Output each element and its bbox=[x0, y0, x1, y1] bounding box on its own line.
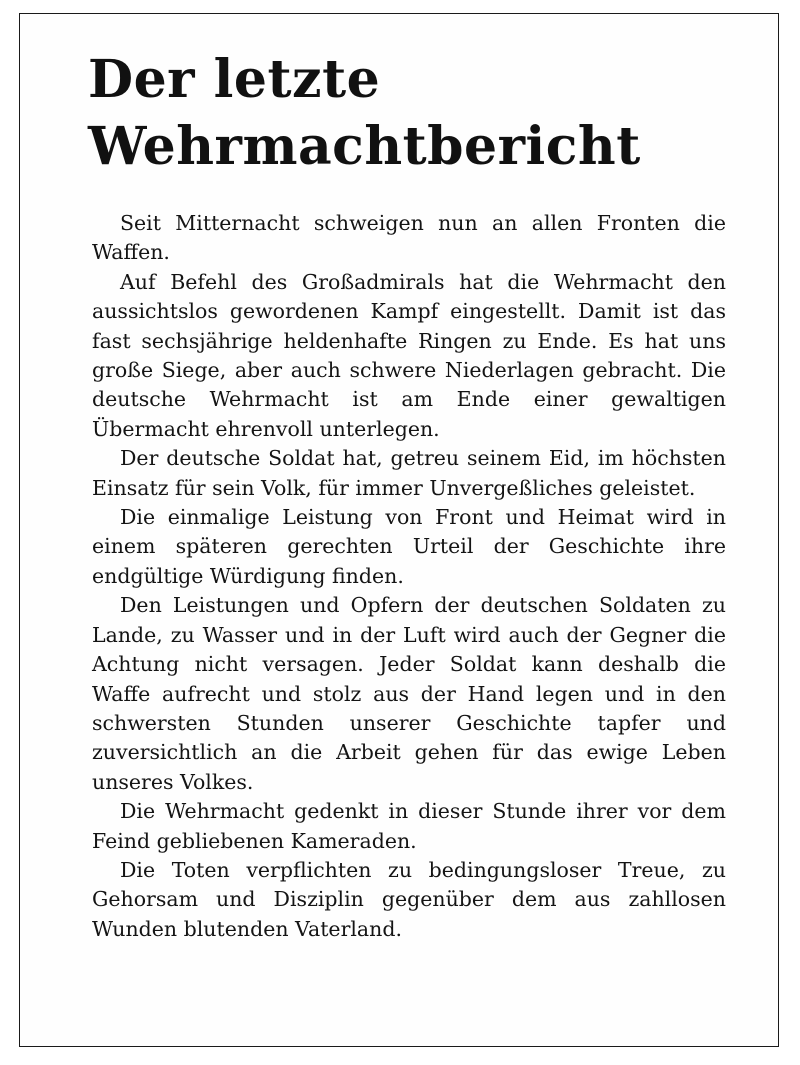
document-body bbox=[92, 209, 726, 944]
paragraph-4: Die einmalige Leistung von Front und Heimat wird in einem späteren gerechten Urteil der Geschichte ihre endgültige Würdigung finden. bbox=[92, 505, 726, 588]
paragraph-3: Der deutsche Soldat hat, getreu seinem Eid, im höchsten Einsatz für sein Volk, für immer Unvergeßliches geleistet. bbox=[92, 446, 726, 500]
title-line-2: Wehrmachtbericht bbox=[88, 116, 641, 177]
paragraph-6: Die Wehrmacht gedenkt in dieser Stunde ihrer vor dem Feind gebliebenen Kameraden. bbox=[92, 799, 726, 853]
paragraph-5: Den Leistungen und Opfern der deutschen Soldaten zu Lande, zu Wasser und in der Luft wird auch der Gegner die Achtung nicht versagen. Jeder Soldat kann deshalb die Waffe aufrecht und stolz aus der Hand legen und in den schwersten Stunden unserer Geschichte tapfer und zuversichtlich an die Arbeit gehen für das ewige Leben unseres Volkes. bbox=[92, 593, 726, 794]
document-title bbox=[88, 46, 728, 180]
paragraph-2: Auf Befehl des Großadmirals hat die Wehrmacht den aussichtslos gewordenen Kampf eingestellt. Damit ist das fast sechsjährige heldenhafte Ringen zu Ende. Es hat uns große Siege, aber auch schwere Niederlagen gebracht. Die deutsche Wehrmacht ist am Ende einer gewaltigen Übermacht ehrenvoll unterlegen. bbox=[92, 269, 726, 441]
title-line-1: Der letzte bbox=[88, 49, 381, 110]
paragraph-1: Seit Mitternacht schweigen nun an allen Fronten die Waffen. bbox=[92, 211, 726, 265]
paragraph-7: Die Toten verpflichten zu bedingungsloser Treue, zu Gehorsam und Disziplin gegenüber dem aus zahllosen Wunden blutenden Vaterland. bbox=[92, 857, 726, 941]
